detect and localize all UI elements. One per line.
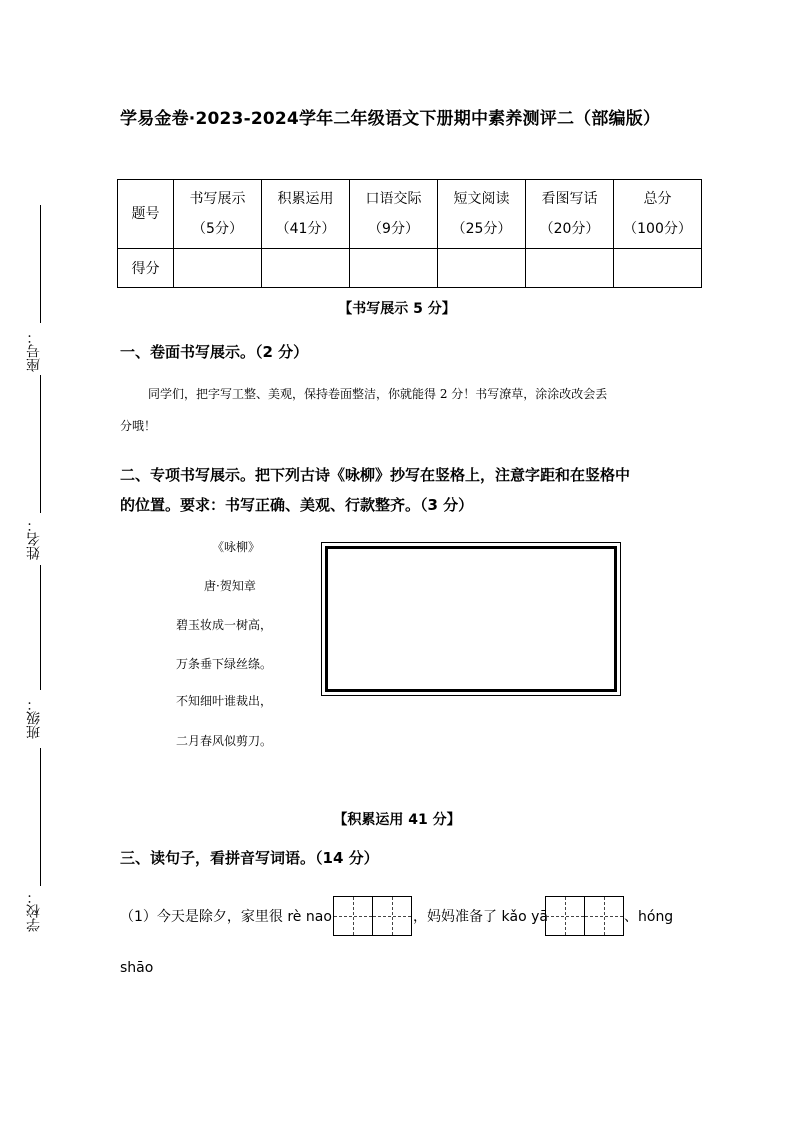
grid-cell[interactable]	[334, 897, 373, 935]
question-2-line: 二、专项书写展示。把下列古诗《咏柳》抄写在竖格上，注意字距和在竖格中	[120, 466, 631, 484]
name-line	[40, 375, 41, 513]
score-label: 得分	[118, 249, 174, 288]
sentence-suffix: 、hóng	[624, 909, 674, 925]
grid-cell[interactable]	[585, 897, 623, 935]
school-label: 学校：	[26, 890, 42, 932]
sentence-continuation: shāo	[120, 960, 154, 976]
page-title: 学易金卷·2023-2024学年二年级语文下册期中素养测评二（部编版）	[120, 109, 661, 129]
class-line	[40, 565, 41, 690]
col-header: 积累运用 （41分）	[262, 180, 350, 249]
score-cell[interactable]	[262, 249, 350, 288]
section-heading: 【书写展示 5 分】	[338, 301, 456, 317]
question-2-line: 的位置。要求：书写正确、美观、行款整齐。（3 分）	[120, 496, 474, 514]
score-cell[interactable]	[350, 249, 438, 288]
text-line: 同学们，把字写工整、美观，保持卷面整洁，你就能得 2 分！书写潦草，涂涂改改会丢	[148, 387, 608, 401]
grid-cell[interactable]	[546, 897, 585, 935]
col-header: 短文阅读 （25分）	[438, 180, 526, 249]
grid-cell[interactable]	[373, 897, 411, 935]
question-3: 三、读句子，看拼音写词语。（14 分）	[120, 849, 379, 867]
poem-line: 万条垂下绿丝绦。	[176, 657, 273, 671]
question-1: 一、卷面书写展示。（2 分）	[120, 343, 309, 361]
question-2	[120, 460, 630, 520]
writing-grid[interactable]	[545, 896, 624, 936]
col-header: 总分 （100分）	[614, 180, 702, 249]
poem-line: 二月春风似剪刀。	[176, 734, 273, 748]
class-label: 班级：	[26, 697, 42, 739]
sentence-prefix: （1）今天是除夕，家里很 rè nao	[120, 909, 332, 925]
name-label: 姓名：	[26, 518, 42, 560]
question-1-text	[120, 378, 700, 442]
col-header: 看图写话 （20分）	[526, 180, 614, 249]
col-header: 书写展示 （5分）	[174, 180, 262, 249]
score-cell[interactable]	[174, 249, 262, 288]
score-cell[interactable]	[526, 249, 614, 288]
row-header: 题号	[118, 180, 174, 249]
writing-grid[interactable]	[333, 896, 412, 936]
poem-line: 不知细叶谁裁出，	[176, 694, 273, 708]
col-header: 口语交际 （9分）	[350, 180, 438, 249]
score-cell[interactable]	[438, 249, 526, 288]
poem-title: 《咏柳》	[212, 540, 261, 554]
score-table	[117, 179, 702, 288]
sentence-middle: ，妈妈准备了 kǎo yā	[413, 909, 549, 925]
section-heading: 【积累运用 41 分】	[333, 812, 461, 828]
text-line: 分哦！	[120, 419, 157, 433]
score-cell[interactable]	[614, 249, 702, 288]
seat-label: 座号：	[26, 330, 42, 372]
poem-author: 唐·贺知章	[204, 579, 256, 593]
writing-box[interactable]	[325, 546, 617, 692]
poem-line: 碧玉妆成一树高，	[176, 618, 273, 632]
